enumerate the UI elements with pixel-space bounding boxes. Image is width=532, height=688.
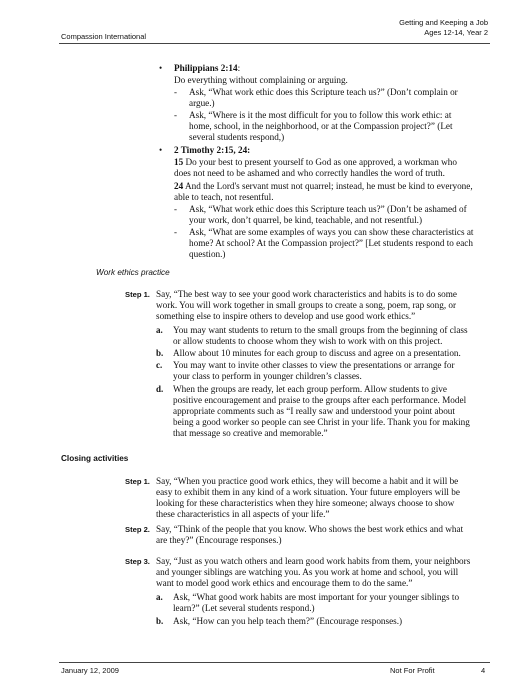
text-line: Say, “Just as you watch others and learn good work habits from them, your neighbors xyxy=(156,556,471,566)
timothy-question-1 xyxy=(189,204,467,226)
text-line: being a good worker so people can see Christ in your life. Thank you for making xyxy=(173,417,470,427)
text-line: your class to perform in younger children’s classes. xyxy=(173,371,362,381)
dash-phil-q1: - xyxy=(174,87,177,97)
text-line: or allow students to choose whom they wish to work with on this project. xyxy=(173,336,443,346)
footer-date: January 12, 2009 xyxy=(61,666,119,675)
footer-note: Not For Profit xyxy=(390,666,435,675)
philippians-reference xyxy=(174,63,240,74)
text-line: looking for these characteristics when they hire someone; always choose to show xyxy=(156,498,455,508)
timothy-verse-24 xyxy=(174,181,473,203)
text-line: Say, “When you practice good work ethics, they will become a habit and it will be xyxy=(156,476,459,486)
section-heading-closing: Closing activities xyxy=(61,454,129,463)
philippians-verse: Do everything without complaining or arguing. xyxy=(174,75,348,85)
text-line: appropriate comments such as “I really saw and understood your point about xyxy=(173,406,455,416)
text-line: You may want students to return to the small groups from the beginning of class xyxy=(173,325,468,335)
text-line: easy to exhibit them in any kind of a work situation. Your future employers will be xyxy=(156,487,460,497)
header-title-line1: Getting and Keeping a Job xyxy=(399,18,488,27)
header-rule xyxy=(59,43,490,44)
text-line: Ask, “What work ethic does this Scripture teach us?” (Don’t be ashamed of xyxy=(189,204,467,214)
page-number: 4 xyxy=(481,666,486,675)
bullet-philippians: • xyxy=(159,63,163,73)
text-line: home, school, in the neighborhood, or at the Compassion project?” (Let xyxy=(189,121,453,131)
text-line: learn?” (Let several students respond.) xyxy=(173,603,315,613)
text-line xyxy=(174,181,473,192)
step-label: Step 1. xyxy=(125,290,150,299)
text-line: argue.) xyxy=(189,98,215,108)
verse-number: 15 xyxy=(174,157,184,167)
step-label: Step 2. xyxy=(125,525,150,534)
text-line: question.) xyxy=(189,249,226,259)
verse-text: And the Lord's servant must not quarrel; instead, he must be kind to everyone, xyxy=(183,181,473,191)
text-line: your work, don’t quarrel, be kind, teachable, and not resentful.) xyxy=(189,215,423,225)
section-heading-practice: Work ethics practice xyxy=(96,268,170,277)
text-line: When the groups are ready, let each group perform. Allow students to give xyxy=(173,384,447,394)
dash-tim-q1: - xyxy=(174,204,177,214)
footer-rule xyxy=(59,662,490,663)
text-line: Ask, “What good work habits are most important for your younger siblings to xyxy=(173,592,460,602)
substep-label: a. xyxy=(156,592,163,602)
closing-substep-a xyxy=(173,592,459,614)
practice-substep-c xyxy=(173,360,455,382)
header-title xyxy=(399,18,488,38)
text-line: something else to inspire others to develop and use good work ethics.” xyxy=(156,311,416,321)
substep-label: b. xyxy=(156,348,164,358)
verse-text: Do your best to present yourself to God as one approved, a workman who xyxy=(183,157,457,167)
practice-substep-a xyxy=(173,325,468,347)
practice-substep-d xyxy=(173,384,470,439)
text-line: Say, “The best way to see your good work characteristics and habits is to do some xyxy=(156,289,457,299)
substep-label: b. xyxy=(156,616,164,626)
timothy-verse-15 xyxy=(174,157,457,179)
closing-step-1 xyxy=(156,476,460,520)
text-line: are they?” (Encourage responses.) xyxy=(156,535,282,545)
text-line: Ask, “What are some examples of ways you can show these characteristics at xyxy=(189,227,474,237)
text-line: You may want to invite other classes to view the presentations or arrange for xyxy=(173,360,455,370)
text-line: does not need to be ashamed and who correctly handles the word of truth. xyxy=(174,168,445,178)
header-org: Compassion International xyxy=(61,32,147,41)
verse-number: 24 xyxy=(174,181,184,191)
text-line: that message so creative and memorable.” xyxy=(173,428,328,438)
text-line: these characteristics in all aspects of your life.” xyxy=(156,509,330,519)
closing-step-3 xyxy=(156,556,470,589)
practice-step-1 xyxy=(156,289,457,322)
substep-label: d. xyxy=(156,384,164,394)
timothy-question-2 xyxy=(189,227,473,260)
philippians-ref-text: Philippians 2:14 xyxy=(174,63,238,73)
philippians-question-1 xyxy=(189,87,458,109)
text-line xyxy=(174,157,457,168)
philippians-question-2 xyxy=(189,110,453,143)
text-line: Allow about 10 minutes for each group to discuss and agree on a presentation. xyxy=(173,348,461,358)
substep-label: a. xyxy=(156,325,163,335)
text-line: Ask, “What work ethic does this Scripture teach us?” (Don’t complain or xyxy=(189,87,458,97)
text-line: Ask, “Where is it the most difficult for you to follow this work ethic: at xyxy=(189,110,452,120)
practice-substep-b xyxy=(173,348,461,359)
text-line: want to model good work ethics and encourage them to do the same.” xyxy=(156,578,413,588)
text-line: positive encouragement and praise to the groups after each performance. Model xyxy=(173,395,467,405)
text-line: work. You will work together in small groups to create a song, poem, rap song, or xyxy=(156,300,457,310)
text-line: Say, “Think of the people that you know. Who shows the best work ethics and what xyxy=(156,524,464,534)
dash-phil-q2: - xyxy=(174,110,177,120)
philippians-ref-colon: : xyxy=(237,63,241,73)
step-label: Step 1. xyxy=(125,477,150,486)
step-label: Step 3. xyxy=(125,557,150,566)
text-line: and younger siblings are watching you. As you work at home and school, you will xyxy=(156,567,459,577)
substep-label: c. xyxy=(156,360,163,370)
closing-substep-b xyxy=(173,616,402,627)
header-title-line2: Ages 12-14, Year 2 xyxy=(424,28,488,37)
text-line: Ask, “How can you help teach them?” (Encourage responses.) xyxy=(173,616,403,626)
timothy-reference: 2 Timothy 2:15, 24: xyxy=(174,145,251,155)
bullet-timothy: • xyxy=(159,145,163,155)
text-line: several students respond,) xyxy=(189,132,285,142)
closing-step-2 xyxy=(156,524,463,546)
text-line: able to teach, not resentful. xyxy=(174,192,274,202)
dash-tim-q2: - xyxy=(174,227,177,237)
text-line: home? At school? At the Compassion project?” [Let students respond to each xyxy=(189,238,473,248)
